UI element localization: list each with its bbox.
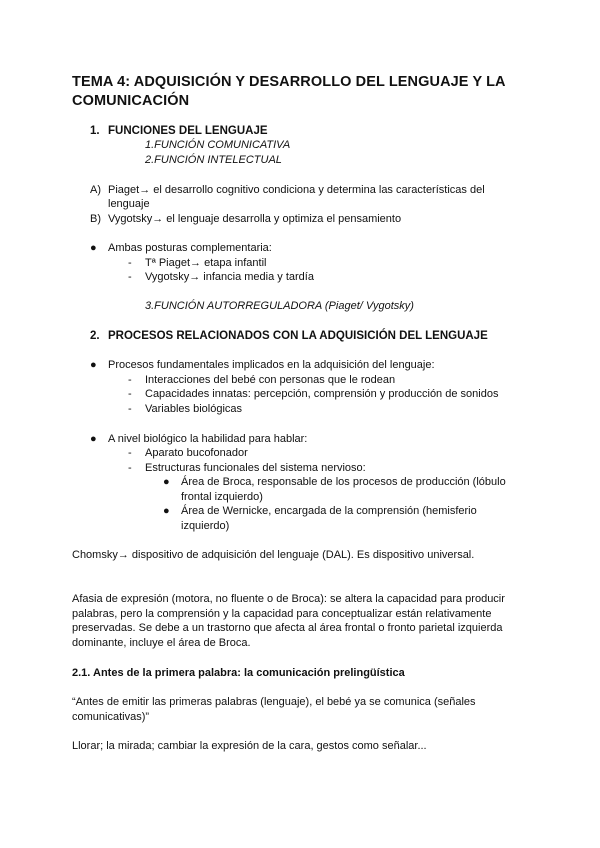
section-2-1-heading: 2.1. Antes de la primera palabra: la comunicación prelingüística bbox=[72, 667, 405, 679]
dash-icon: - bbox=[128, 271, 132, 283]
dash-icon: - bbox=[128, 374, 132, 386]
page-title-line-1: TEMA 4: ADQUISICIÓN Y DESARROLLO DEL LENGUAJE Y LA bbox=[72, 74, 506, 90]
bullet-icon: ● bbox=[163, 505, 170, 517]
afasia-line-4: dominante, incluye el área de Broca. bbox=[72, 637, 251, 649]
function-1: 1.FUNCIÓN COMUNICATIVA bbox=[145, 139, 291, 151]
list-marker-a: A) bbox=[90, 184, 101, 196]
section-1-number: 1. bbox=[90, 125, 100, 137]
quote-line-2: comunicativas)” bbox=[72, 711, 150, 723]
bullet-icon: ● bbox=[90, 433, 97, 445]
function-2: 2.FUNCIÓN INTELECTUAL bbox=[145, 154, 282, 166]
quote-line-1: “Antes de emitir las primeras palabras (lenguaje), el bebé ya se comunica (señales bbox=[72, 696, 476, 708]
dash-item: Aparato bucofonador bbox=[145, 447, 248, 459]
section-2-number: 2. bbox=[90, 330, 100, 342]
sub-item-wernicke-line-2: izquierdo) bbox=[181, 520, 230, 532]
list-marker-b: B) bbox=[90, 213, 101, 225]
bullet-item: Procesos fundamentales implicados en la adquisición del lenguaje: bbox=[108, 359, 435, 371]
bullet-item: Ambas posturas complementaria: bbox=[108, 242, 272, 254]
dash-item: Variables biológicas bbox=[145, 403, 243, 415]
list-item-b: Vygotsky→ el lenguaje desarrolla y optimiza el pensamiento bbox=[108, 213, 402, 225]
sub-item-broca-line-2: frontal izquierdo) bbox=[181, 491, 263, 503]
dash-icon: - bbox=[128, 388, 132, 400]
dash-item: Estructuras funcionales del sistema nervioso: bbox=[145, 462, 366, 474]
function-3: 3.FUNCIÓN AUTORREGULADORA (Piaget/ Vygotsky) bbox=[145, 300, 414, 312]
afasia-line-2: palabras, pero la comprensión y la capacidad para conceptualizar están relativamente bbox=[72, 608, 492, 620]
dash-icon: - bbox=[128, 447, 132, 459]
bullet-icon: ● bbox=[90, 242, 97, 254]
dash-icon: - bbox=[128, 257, 132, 269]
chomsky-paragraph: Chomsky→ dispositivo de adquisición del lenguaje (DAL). Es dispositivo universal. bbox=[72, 549, 475, 561]
list-item-a-line-1: Piaget→ el desarrollo cognitivo condiciona y determina las características del bbox=[108, 184, 485, 196]
last-paragraph: Llorar; la mirada; cambiar la expresión de la cara, gestos como señalar... bbox=[72, 740, 427, 752]
dash-icon: - bbox=[128, 403, 132, 415]
list-item-a-line-2: lenguaje bbox=[108, 198, 150, 210]
afasia-line-3: preservadas. Se debe a un trastorno que afecta al área frontal o fronto parietal izquierda bbox=[72, 622, 503, 634]
bullet-icon: ● bbox=[163, 476, 170, 488]
section-1-heading: FUNCIONES DEL LENGUAJE bbox=[108, 125, 268, 137]
dash-item: Vygotsky→ infancia media y tardía bbox=[145, 271, 314, 283]
dash-item: Interacciones del bebé con personas que le rodean bbox=[145, 374, 396, 386]
dash-item: Capacidades innatas: percepción, comprensión y producción de sonidos bbox=[145, 388, 499, 400]
afasia-line-1: Afasia de expresión (motora, no fluente o de Broca): se altera la capacidad para producir bbox=[72, 593, 505, 605]
page-title-line-2: COMUNICACIÓN bbox=[72, 93, 190, 109]
sub-item-wernicke-line-1: Área de Wernicke, encargada de la comprensión (hemisferio bbox=[181, 505, 477, 517]
dash-item: Tª Piaget→ etapa infantil bbox=[145, 257, 267, 269]
bullet-item: A nivel biológico la habilidad para hablar: bbox=[108, 433, 308, 445]
dash-icon: - bbox=[128, 462, 132, 474]
sub-item-broca-line-1: Área de Broca, responsable de los procesos de producción (lóbulo bbox=[181, 476, 506, 488]
section-2-heading: PROCESOS RELACIONADOS CON LA ADQUISICIÓN DEL LENGUAJE bbox=[108, 330, 488, 342]
bullet-icon: ● bbox=[90, 359, 97, 371]
